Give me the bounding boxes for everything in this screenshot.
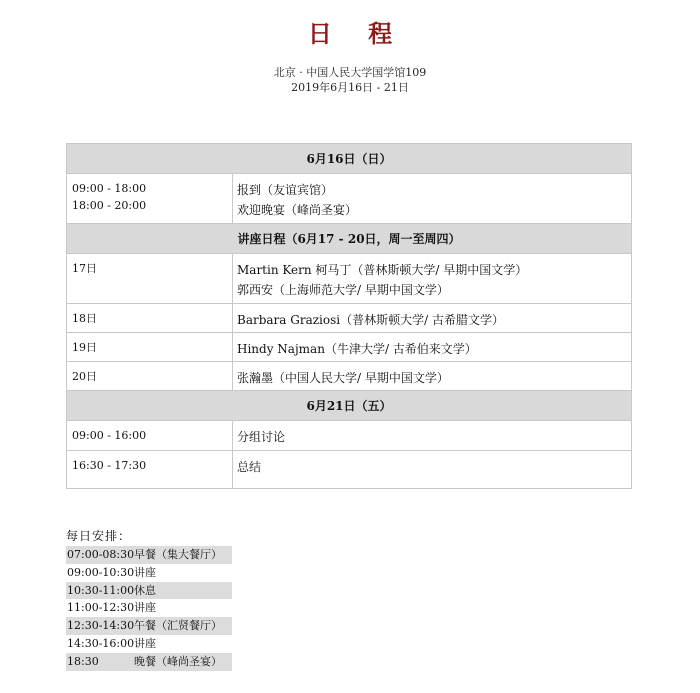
schedule-row (67, 254, 632, 304)
time-text: 16:30 - 17:30 (72, 459, 147, 472)
schedule-row (67, 421, 632, 451)
schedule-table (66, 143, 632, 489)
schedule-time-cell (67, 362, 233, 391)
section-header-row (67, 391, 632, 421)
schedule-event-cell (233, 421, 632, 451)
daily-item-activity: 讲座 (134, 601, 156, 615)
daily-item-time: 07:00-08:30 (67, 548, 135, 561)
daily-item (66, 617, 232, 635)
daily-item-activity: 晚餐（峰尚圣宴） (134, 654, 222, 668)
schedule-time-cell (67, 304, 233, 333)
daily-item (66, 546, 232, 564)
location-text: 北京 · 中国人民大学国学馆109 (273, 66, 427, 79)
section-header-row (67, 224, 632, 254)
event-text: 总结 (237, 460, 262, 474)
daily-item (66, 635, 232, 653)
schedule-time-cell (67, 254, 233, 304)
schedule-row (67, 174, 632, 224)
time-text: 09:00 - 16:00 (72, 429, 147, 442)
daily-schedule-title: 每日安排： (66, 529, 132, 543)
daily-item (66, 599, 232, 617)
time-text: 19日 (72, 341, 97, 354)
section-header-row (67, 144, 632, 174)
event-text: Martin Kern 柯马丁（普林斯顿大学/ 早期中国文学） (237, 263, 528, 277)
schedule-event-cell (233, 254, 632, 304)
daily-item-activity: 早餐（集大餐厅） (134, 548, 222, 561)
section-header: 6月21日（五） (67, 391, 632, 421)
daily-item-activity: 讲座 (134, 636, 156, 650)
time-text: 17日 (72, 262, 97, 275)
page-title: 日 程 (307, 19, 407, 48)
daily-item-activity: 讲座 (134, 565, 156, 579)
event-text: 郭西安（上海师范大学/ 早期中国文学） (237, 283, 449, 297)
time-text: 18日 (72, 312, 97, 325)
schedule-time-cell (67, 421, 233, 451)
event-text: 报到（友谊宾馆） (237, 183, 334, 197)
schedule-event-cell (233, 333, 632, 362)
daily-item-time: 10:30-11:00 (67, 583, 135, 597)
section-header: 讲座日程（6月17 - 20日，周一至周四） (67, 224, 632, 254)
schedule-row (67, 304, 632, 333)
schedule-time-cell (67, 333, 233, 362)
time-text: 09:00 - 18:00 (72, 182, 147, 195)
schedule-time-cell (67, 451, 233, 489)
daily-schedule (66, 527, 232, 671)
schedule-event-cell (233, 451, 632, 489)
daily-item-time: 11:00-12:30 (67, 601, 135, 615)
section-header: 6月16日（日） (67, 144, 632, 174)
schedule-event-cell (233, 362, 632, 391)
daily-item-time: 12:30-14:30 (67, 619, 135, 633)
schedule-time-cell (67, 174, 233, 224)
schedule-row (67, 333, 632, 362)
event-text: 欢迎晚宴（峰尚圣宴） (237, 203, 358, 217)
date-range-text: 2019年6月16日 - 21日 (291, 81, 409, 94)
schedule-event-cell (233, 174, 632, 224)
event-text: 分组讨论 (237, 430, 286, 444)
event-text: 张瀚墨（中国人民大学/ 早期中国文学） (237, 371, 449, 385)
daily-item (66, 564, 232, 582)
daily-item-activity: 休息 (134, 583, 156, 597)
daily-item-activity: 午餐（汇贤餐厅） (134, 619, 222, 633)
event-text: Barbara Graziosi（普林斯顿大学/ 古希腊文学） (237, 313, 504, 327)
daily-item (66, 582, 232, 600)
schedule-event-cell (233, 304, 632, 333)
schedule-row (67, 362, 632, 391)
daily-item-time: 09:00-10:30 (67, 565, 135, 579)
daily-item (66, 653, 232, 671)
time-text: 20日 (72, 370, 97, 383)
daily-item-time: 14:30-16:00 (67, 636, 135, 650)
time-text: 18:00 - 20:00 (72, 199, 147, 212)
schedule-row (67, 451, 632, 489)
daily-item-time: 18:30 (67, 654, 99, 668)
event-text: Hindy Najman（牛津大学/ 古希伯来文学） (237, 342, 477, 356)
